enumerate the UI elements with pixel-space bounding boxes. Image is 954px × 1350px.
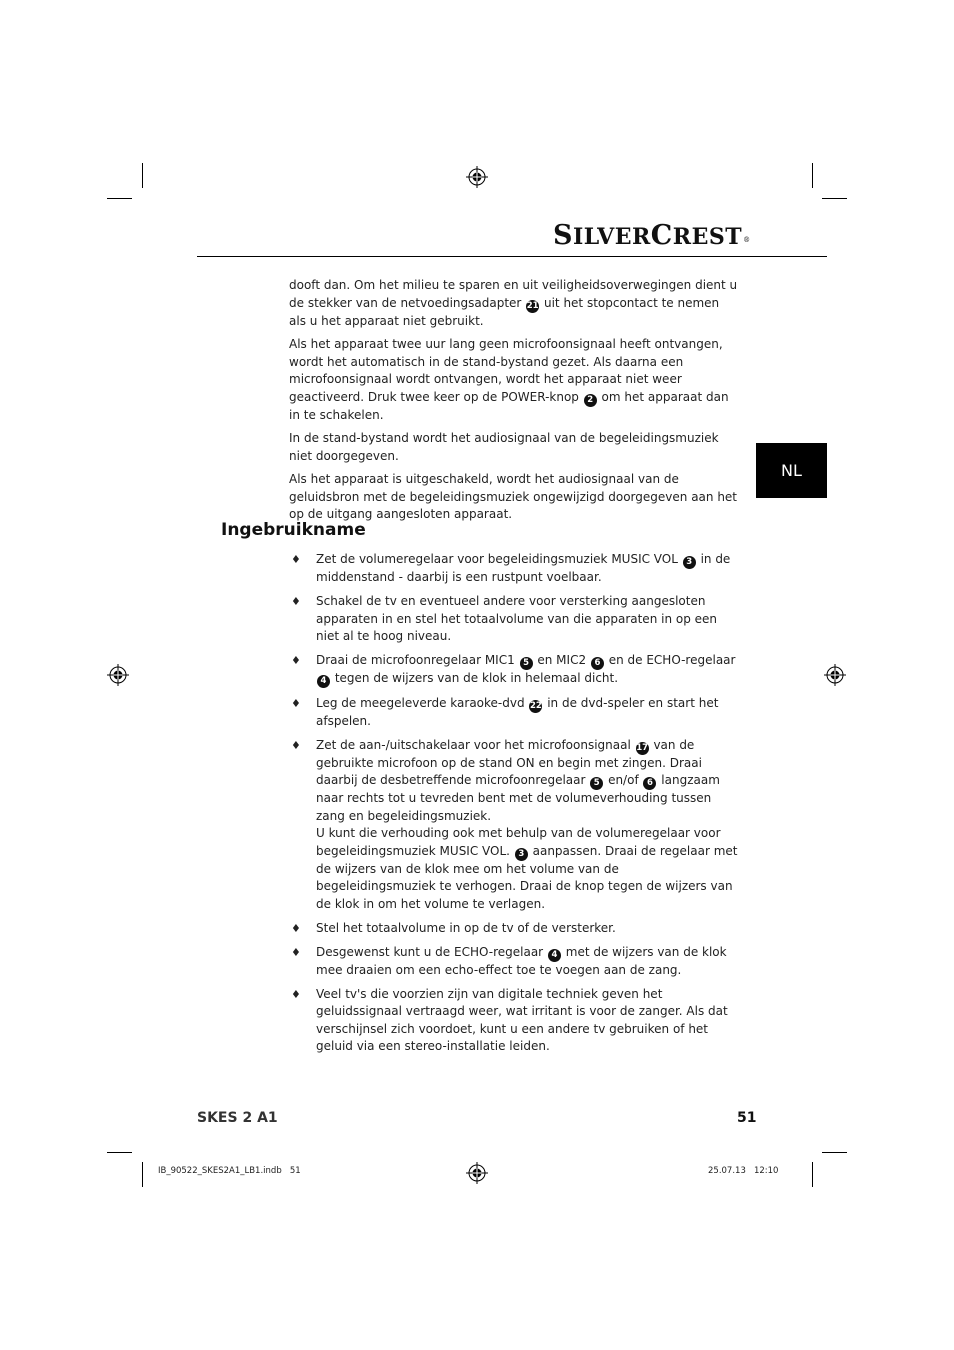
reference-number-icon: 3 — [515, 848, 528, 861]
bullet-diamond-icon: ♦ — [291, 921, 301, 935]
list-item: ♦ Zet de volumeregelaar voor begeleidingsmuziek MUSIC VOL 3 in de middenstand - daarbij is een rustpunt voelbaar. — [291, 552, 731, 584]
bullet-diamond-icon: ♦ — [291, 987, 301, 1001]
paragraph: Als het apparaat twee uur lang geen microfoonsignaal heeft ontvangen, wordt het automatisch in de stand-bystand gezet. Als daarna een microfoonsignaal wordt ontvangen, wordt het apparaat niet weer geactiveerd. Druk twee keer op de POWER-knop 2 om het apparaat dan in te schakelen. — [289, 337, 729, 422]
crop-mark — [142, 163, 143, 188]
crop-mark — [822, 1152, 847, 1153]
reference-number-icon: 4 — [548, 949, 561, 962]
bullet-diamond-icon: ♦ — [291, 945, 301, 959]
crop-mark — [107, 198, 132, 199]
reference-number-icon: 5 — [590, 777, 603, 790]
header-rule — [197, 256, 827, 257]
reference-number-icon: 22 — [529, 700, 542, 711]
list-item: ♦ Draai de microfoonregelaar MIC1 5 en MIC2 6 en de ECHO-regelaar 4 tegen de wijzers van de klok in helemaal dicht. — [291, 653, 736, 686]
language-tab: NL — [756, 443, 827, 498]
crop-mark — [142, 1162, 143, 1187]
paragraph: dooft dan. Om het milieu te sparen en uit veiligheidsoverwegingen dient u de stekker van de netvoedingsadapter 21 uit het stopcontact te nemen als u het apparaat niet gebruikt. — [289, 278, 738, 328]
list-item: ♦ Leg de meegeleverde karaoke-dvd 22 in de dvd-speler en start het afspelen. — [291, 695, 719, 728]
footer-model: SKES 2 A1 — [197, 1110, 278, 1126]
list-item: ♦ Veel tv's die voorzien zijn van digitale techniek geven het geluidssignaal vertraagd weer, wat irritant is voor de zanger. Als dat verschijnsel zich voordoet, kunt u een andere tv gebruiken of het geluid via een stereo-installatie leiden. — [291, 986, 728, 1053]
registration-mark-icon — [824, 664, 846, 686]
instruction-list — [289, 551, 739, 1062]
reference-number-icon: 4 — [317, 675, 330, 688]
registration-mark-icon — [466, 1162, 488, 1184]
list-item: ♦ Zet de aan-/uitschakelaar voor het microfoonsignaal 17 van de gebruikte microfoon op de stand ON en begin met zingen. Draai daarbij de desbetreffende microfoonregelaar 5 en/of 6 langzaam naar rechts tot u tevreden bent met de volumeverhouding tussen zang en begeleidingsmuziek. U kunt die verhouding ook met behulp van de volumeregelaar voor begeleidingsmuziek MUSIC VOL. 3 aanpassen. Draai de regelaar met de wijzers van de klok mee om het volume van de begeleidingsmuziek te verhogen. Draai de knop tegen de wijzers van de klok in om het volume te verlagen. — [291, 737, 738, 911]
list-item: ♦ Stel het totaalvolume in op de tv of de versterker. — [289, 920, 739, 938]
crop-mark — [812, 163, 813, 188]
paragraph: Als het apparaat is uitgeschakeld, wordt het audiosignaal van de geluidsbron met de begeleidingsmuziek ongewijzigd doorgegeven aan het op de uitgang aangesloten apparaat. — [289, 472, 738, 521]
list-item: ♦ Schakel de tv en eventueel andere voor versterking aangesloten apparaten in en stel het totaalvolume van die apparaten in op een niet al te hoog niveau. — [291, 594, 718, 643]
bullet-diamond-icon: ♦ — [291, 738, 301, 752]
bullet-diamond-icon: ♦ — [291, 654, 301, 667]
print-slug-date: 25.07.13 12:10 — [708, 1166, 779, 1176]
bullet-diamond-icon: ♦ — [291, 696, 301, 710]
reference-number-icon: 3 — [683, 556, 696, 569]
reference-number-icon: 6 — [643, 777, 656, 790]
registration-mark-icon — [466, 166, 488, 188]
reference-number-icon: 5 — [520, 657, 533, 670]
section-title: Ingebruikname — [221, 520, 366, 540]
bullet-diamond-icon: ♦ — [291, 595, 301, 608]
print-slug-file: IB_90522_SKES2A1_LB1.indb 51 — [158, 1166, 301, 1176]
page-number: 51 — [737, 1110, 757, 1126]
registration-mark-icon — [107, 664, 129, 686]
list-item: ♦ Desgewenst kunt u de ECHO-regelaar 4 met de wijzers van de klok mee draaien om een echo-effect toe te voegen aan de zang. — [291, 944, 727, 977]
crop-mark — [107, 1152, 132, 1153]
paragraph: In de stand-bystand wordt het audiosignaal van de begeleidingsmuziek niet doorgegeven. — [289, 431, 719, 463]
reference-number-icon: 17 — [636, 742, 649, 753]
crop-mark — [812, 1162, 813, 1187]
reference-number-icon: 21 — [526, 300, 539, 311]
brand-logo: SILVERCREST® — [553, 220, 751, 251]
crop-mark — [822, 198, 847, 199]
reference-number-icon: 6 — [591, 657, 604, 670]
reference-number-icon: 2 — [584, 394, 597, 407]
intro-text — [289, 277, 739, 530]
bullet-diamond-icon: ♦ — [291, 553, 301, 566]
